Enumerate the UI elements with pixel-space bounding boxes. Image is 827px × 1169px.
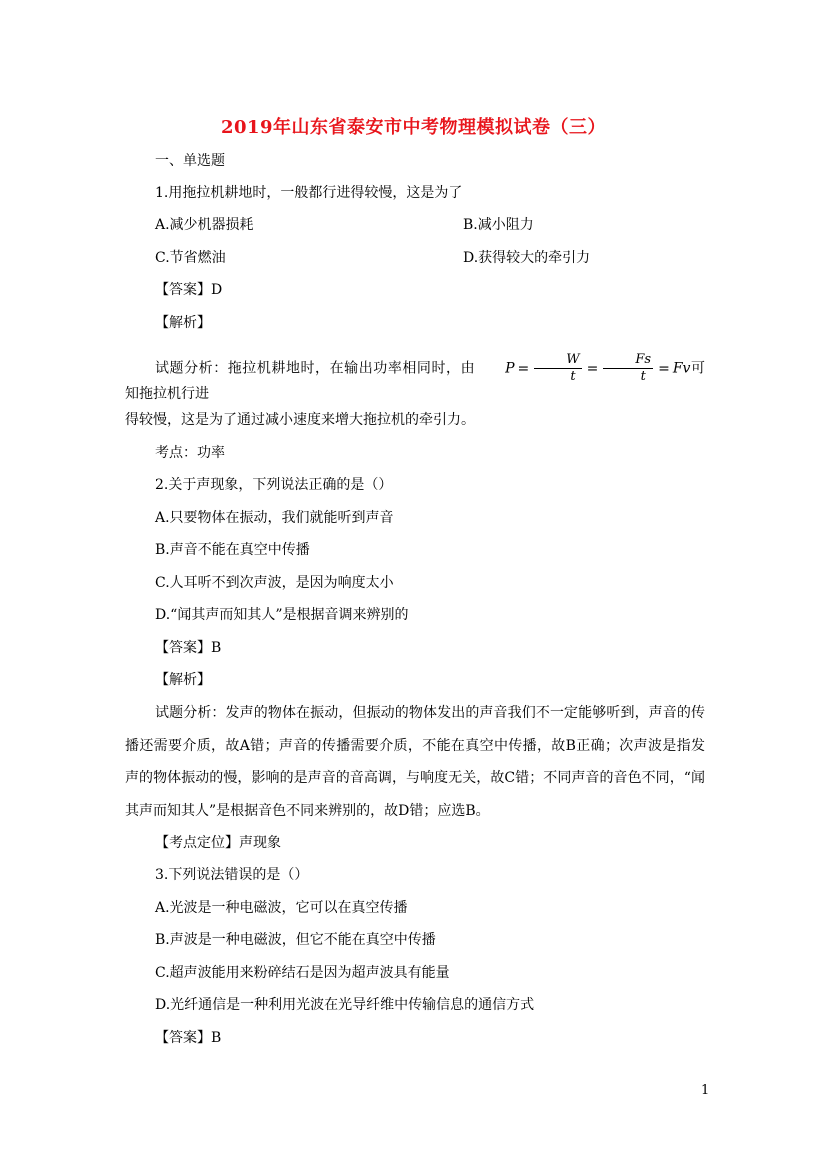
q3-option-a: A.光波是一种电磁波，它可以在真空传播 bbox=[155, 900, 408, 916]
q2-analysis-label: 【解析】 bbox=[155, 672, 211, 688]
q1-option-c: C.节省燃油 bbox=[155, 250, 226, 266]
section-heading: 一、单选题 bbox=[155, 153, 225, 169]
q1-option-a: A.减少机器损耗 bbox=[155, 217, 254, 233]
q1-option-d: D.获得较大的牵引力 bbox=[463, 250, 591, 266]
q2-option-a: A.只要物体在振动，我们就能听到声音 bbox=[155, 510, 394, 526]
q3-option-c: C.超声波能用来粉碎结石是因为超声波具有能量 bbox=[155, 965, 450, 981]
power-formula: P = $\frac{W}{t}$ = $\frac{Fs}{t}$ = Fv bbox=[505, 352, 691, 384]
q3-answer: 【答案】B bbox=[155, 1030, 222, 1046]
q1-stem: 1.用拖拉机耕地时，一般都行进得较慢，这是为了 bbox=[155, 185, 463, 201]
q1-analysis bbox=[125, 352, 705, 403]
q1-option-b: B.减小阻力 bbox=[463, 217, 534, 233]
q3-stem: 3.下列说法错误的是（） bbox=[155, 867, 309, 883]
q2-option-c: C.人耳听不到次声波，是因为响度太小 bbox=[155, 575, 394, 591]
q1-analysis-post-a: 可知拖拉机行进 bbox=[125, 360, 706, 402]
q1-answer: 【答案】D bbox=[155, 282, 223, 298]
q2-stem: 2.关于声现象，下列说法正确的是（） bbox=[155, 477, 393, 493]
q1-kaodian: 考点：功率 bbox=[155, 445, 225, 461]
q2-kaodian: 【考点定位】声现象 bbox=[155, 835, 281, 851]
q3-option-b: B.声波是一种电磁波，但它不能在真空中传播 bbox=[155, 932, 436, 948]
q1-analysis-pre: 试题分析：拖拉机耕地时，在输出功率相同时，由 bbox=[155, 360, 476, 377]
q2-analysis: 试题分析：发声的物体在振动，但振动的物体发出的声音我们不一定能够听到，声音的传播还需要介质，故A错；声音的传播需要介质，不能在真空中传播，故B正确；次声波是指发声的物体振动的慢，影响的是声音的音高调，与响度无关，故C错；不同声音的音色不同，“闻其声而知其人”是根据音色不同来辨别的，故D错；应选B。 bbox=[125, 705, 705, 819]
q2-answer: 【答案】B bbox=[155, 640, 222, 656]
page-number: 1 bbox=[701, 1083, 710, 1098]
q2-option-b: B.声音不能在真空中传播 bbox=[155, 542, 310, 558]
q2-option-d: D.“闻其声而知其人”是根据音调来辨别的 bbox=[155, 607, 409, 623]
q1-analysis-label: 【解析】 bbox=[155, 315, 211, 331]
page-title: 2019年山东省泰安市中考物理模拟试卷（三） bbox=[220, 117, 607, 138]
q3-option-d: D.光纤通信是一种利用光波在光导纤维中传输信息的通信方式 bbox=[155, 997, 535, 1013]
q1-analysis-post-b: 得较慢，这是为了通过减小速度来增大拖拉机的牵引力。 bbox=[125, 412, 475, 428]
